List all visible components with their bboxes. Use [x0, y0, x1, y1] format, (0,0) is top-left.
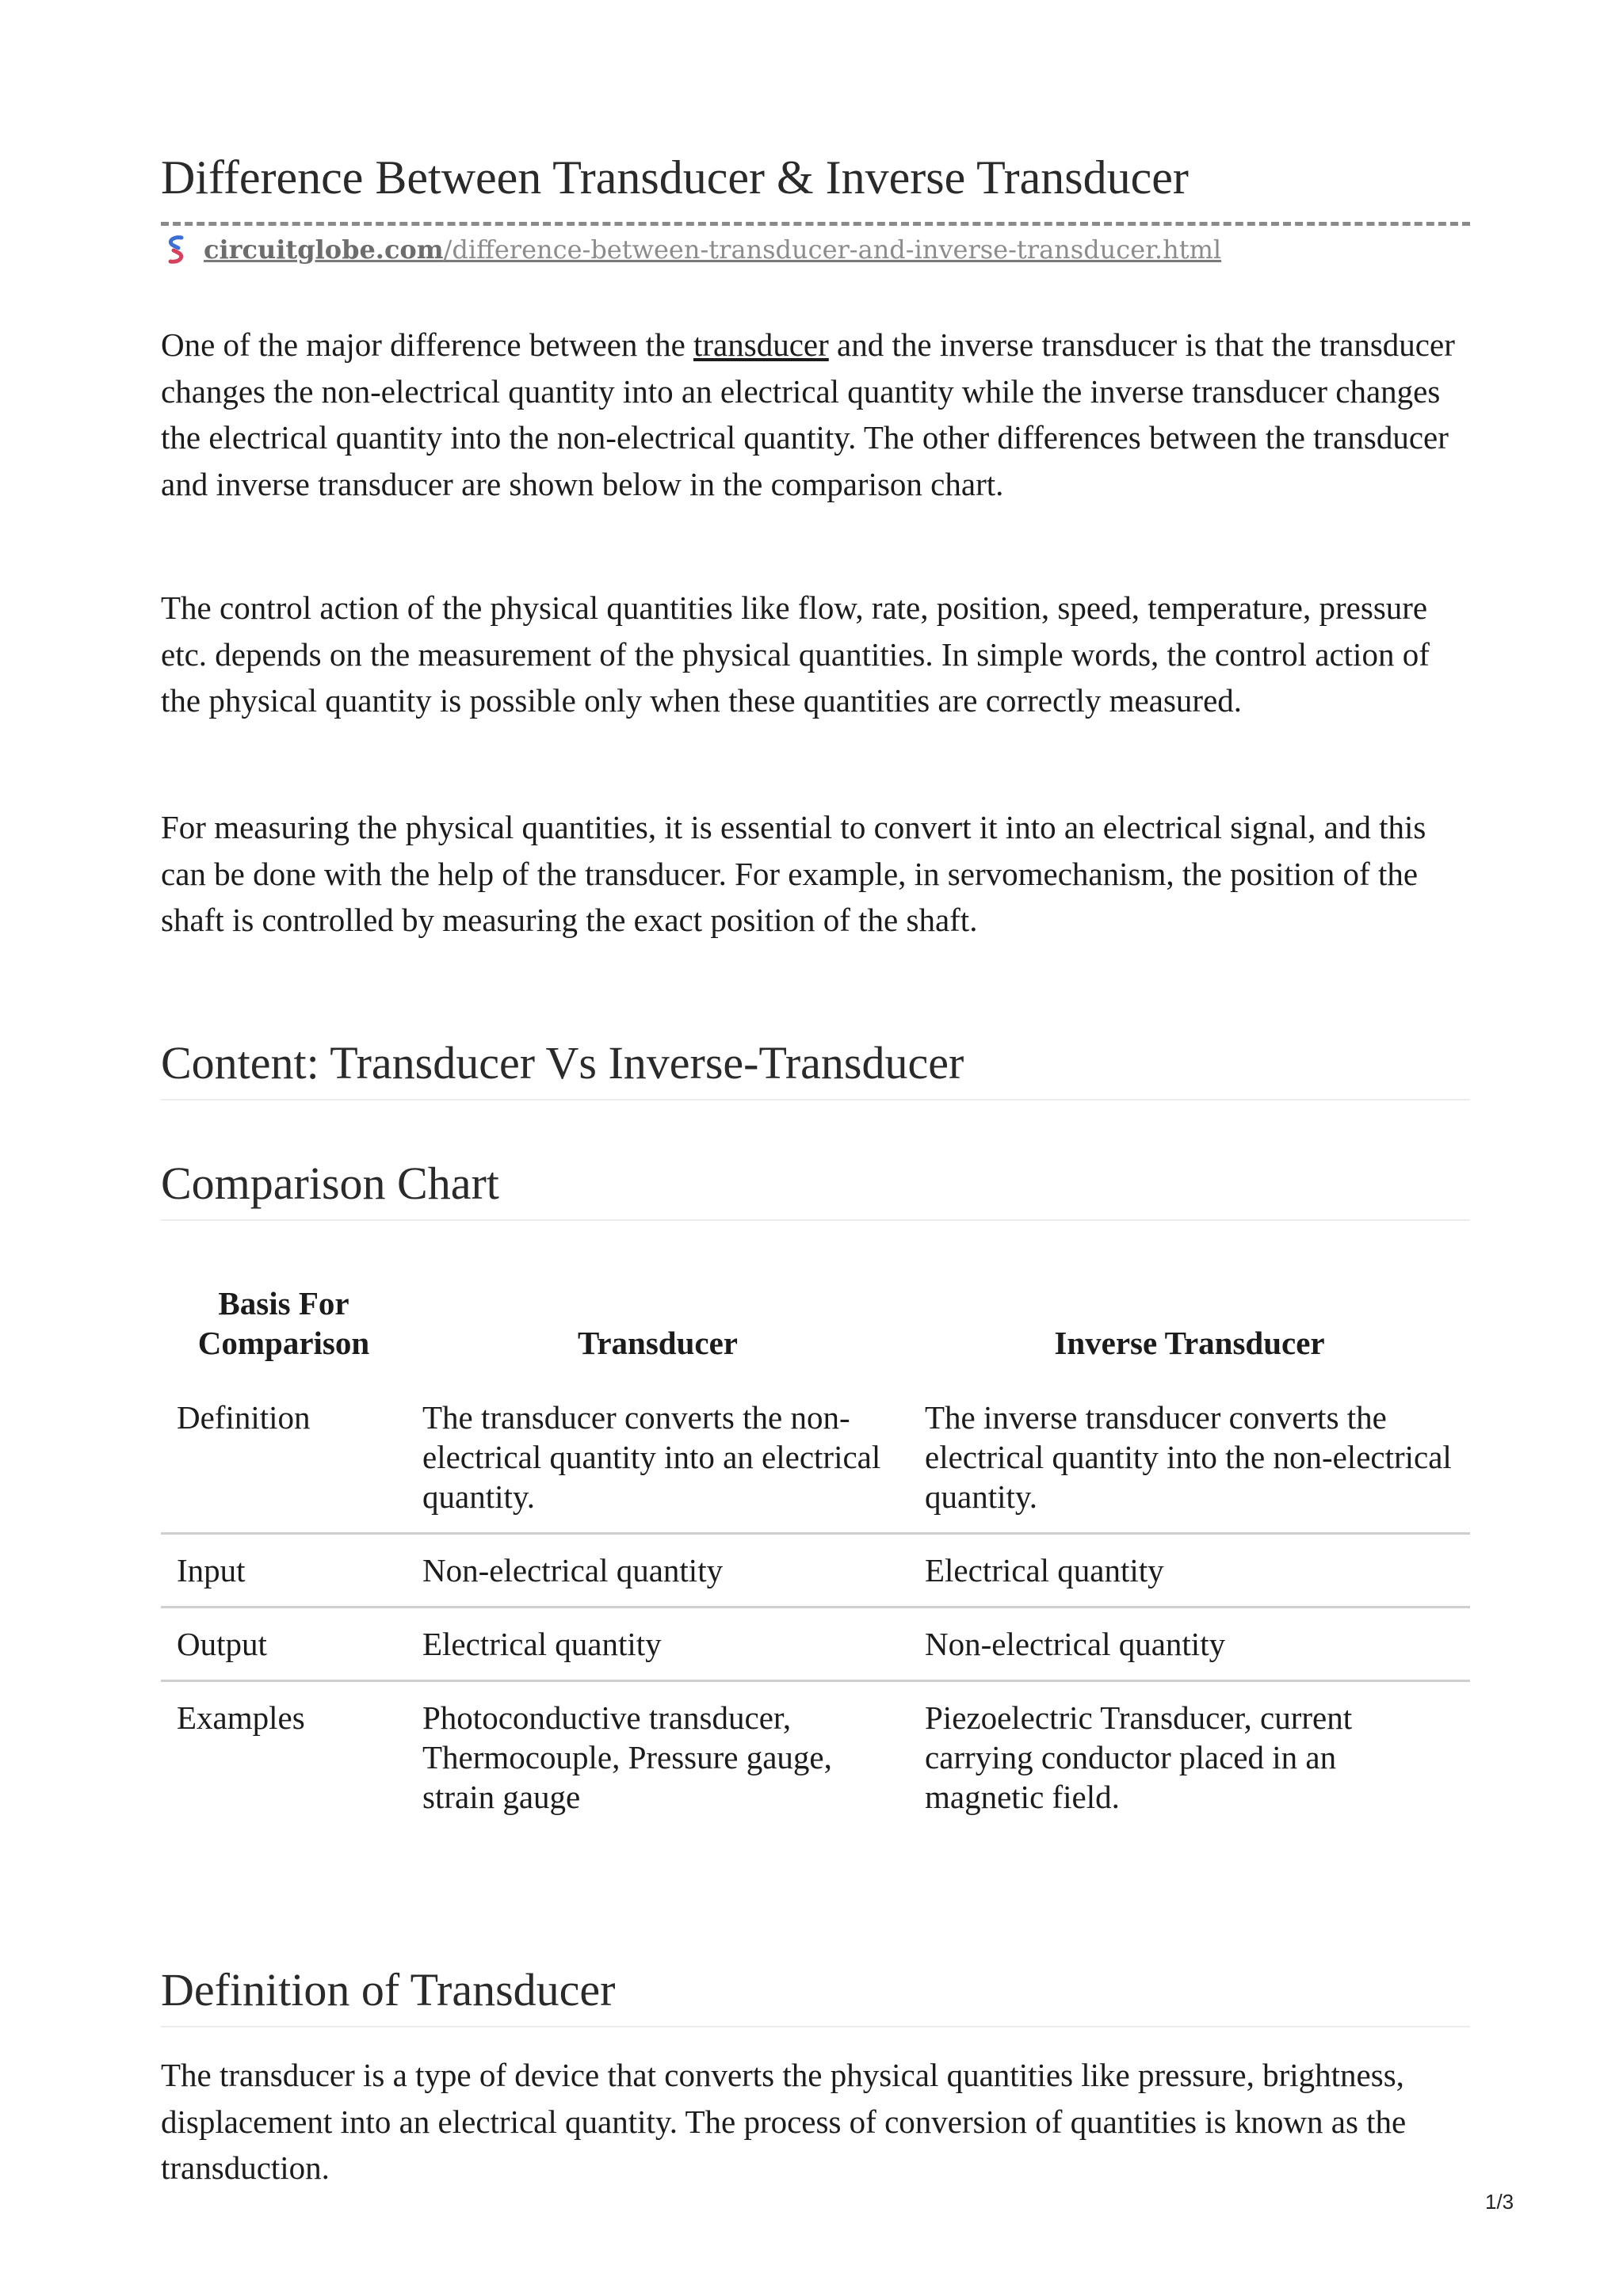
circuitglobe-logo-icon — [166, 235, 186, 265]
definition-heading: Definition of Transducer — [161, 1963, 1470, 2027]
header-basis: Basis For Comparison — [197, 1285, 370, 1361]
table-cell: Piezoelectric Transducer, current carrying conductor placed in an magnetic field. — [925, 1699, 1353, 1815]
measurement-paragraph: For measuring the physical quantities, it is essential to convert it into an electrical signal, and this can be done with the help of the transducer. For example, in servomechanism, the position of the shaft is controlled by measuring the exact position of the shaft. — [161, 809, 1426, 938]
comparison-table — [161, 1276, 1470, 1833]
intro-text-end: and the inverse transducer is that the transducer changes the non-electrical quantity into an electrical quantity while the inverse transducer changes the electrical quantity into the non-electrical quantity. The other differences between the transducer and inverse transducer are shown below in the comparison chart. — [161, 326, 1455, 502]
source-url-link[interactable] — [204, 235, 1221, 265]
table-cell: Non-electrical quantity — [407, 1534, 909, 1608]
table-cell: Electrical quantity — [909, 1534, 1470, 1608]
table-cell: Photoconductive transducer, Thermocouple, Pressure gauge, strain gauge — [422, 1699, 832, 1815]
table-row — [161, 1534, 1470, 1608]
header-transducer: Transducer — [578, 1325, 738, 1361]
table-cell: Output — [161, 1608, 407, 1681]
header-inverse-transducer: Inverse Transducer — [1054, 1325, 1325, 1361]
table-cell: The inverse transducer converts the electrical quantity into the non-electrical quantity. — [909, 1382, 1470, 1534]
table-cell: Examples — [177, 1699, 305, 1736]
content-heading: Content: Transducer Vs Inverse-Transducer — [161, 1036, 1470, 1100]
table-row — [161, 1608, 1470, 1681]
source-domain: circuitglobe.com — [204, 235, 444, 265]
intro-text-start: One of the major difference between the — [161, 326, 694, 363]
source-link-row — [166, 235, 1221, 265]
table-cell: Electrical quantity — [407, 1608, 909, 1681]
table-cell: Definition — [161, 1382, 407, 1534]
intro-paragraph — [161, 322, 1476, 507]
page-title: Difference Between Transducer & Inverse Transducer — [161, 151, 1189, 204]
table-header-row — [161, 1276, 1470, 1382]
table-cell: Non-electrical quantity — [909, 1608, 1470, 1681]
table-row — [161, 1382, 1470, 1534]
title-divider — [161, 222, 1470, 226]
control-action-paragraph: The control action of the physical quantities like flow, rate, position, speed, temperature, pressure etc. depends on the measurement of the physical quantities. In simple words, the control action of the physical quantity is possible only when these quantities are correctly measured. — [161, 589, 1430, 719]
transducer-link[interactable]: transducer — [693, 326, 829, 363]
comparison-chart-heading: Comparison Chart — [161, 1157, 1470, 1221]
page-number: 1/3 — [1485, 2190, 1514, 2214]
table-cell: The transducer converts the non-electrical quantity into an electrical quantity. — [407, 1382, 909, 1534]
table-cell: Input — [161, 1534, 407, 1608]
definition-paragraph: The transducer is a type of device that converts the physical quantities like pressure, brightness, displacement into an electrical quantity. The process of conversion of quantities is known as the transduction. — [161, 2057, 1407, 2186]
source-path: /difference-between-transducer-and-inverse-transducer.html — [443, 235, 1222, 265]
table-row — [161, 1681, 1470, 1833]
